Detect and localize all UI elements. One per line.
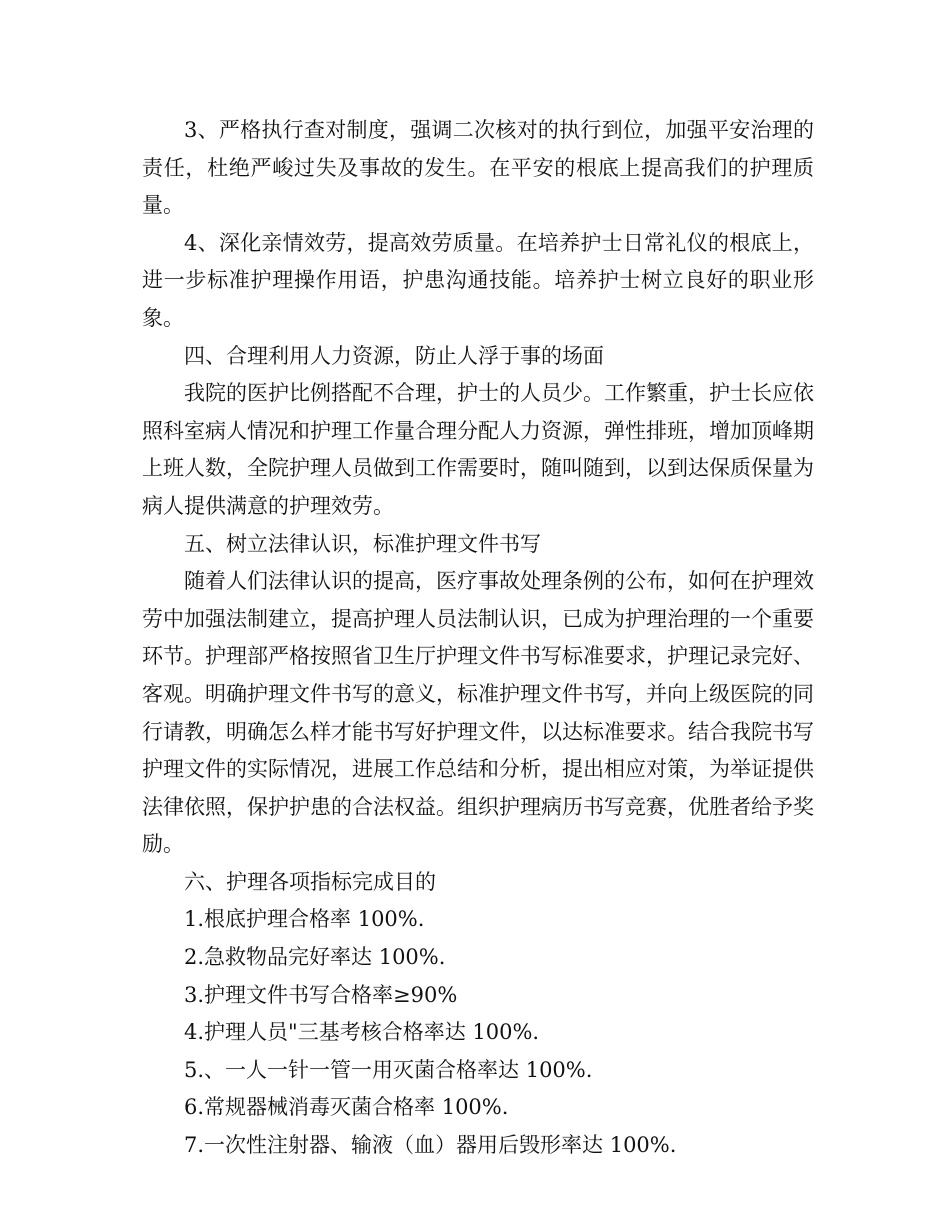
section-5-body: 随着人们法律认识的提高，医疗事故处理条例的公布，如何在护理效劳中加强法制建立，提高护理人员法制认识，已成为护理治理的一个重要环节。护理部严格按照省卫生厅护理文件书写标准要求，护理记录完好、客观。明确护理文件书写的意义，标准护理文件书写，并向上级医院的同行请教，明确怎么样才能书写好护理文件，以达标准要求。结合我院书写护理文件的实际情况，进展工作总结和分析，提出相应对策，为举证提供法律依照，保护护患的合法权益。组织护理病历书写竞赛，优胜者给予奖励。 — [142, 569, 814, 857]
paragraph-item-4: 4、深化亲情效劳，提高效劳质量。在培养护士日常礼仪的根底上，进一步标准护理操作用语，护患沟通技能。培养护士树立良好的职业形象。 — [142, 230, 814, 330]
target-item: 6.常规器械消毒灭菌合格率 100%. — [184, 1095, 509, 1120]
section-6-heading: 六、护理各项指标完成目的 — [184, 869, 436, 894]
target-item: 2.急救物品完好率达 100%. — [184, 945, 446, 970]
section-5-heading: 五、树立法律认识，标准护理文件书写 — [184, 531, 541, 556]
target-item: 5.、一人一针一管一用灭菌合格率达 100%. — [184, 1057, 593, 1082]
target-item: 1.根底护理合格率 100%. — [184, 907, 425, 932]
target-item: 3.护理文件书写合格率≥90% — [184, 982, 458, 1007]
paragraph-item-3: 3、严格执行查对制度，强调二次核对的执行到位，加强平安治理的责任，杜绝严峻过失及事故的发生。在平安的根底上提高我们的护理质量。 — [142, 118, 814, 218]
document-body — [142, 112, 814, 1165]
section-4-body: 我院的医护比例搭配不合理，护士的人员少。工作繁重，护士长应依照科室病人情况和护理工作量合理分配人力资源，弹性排班，增加顶峰期上班人数，全院护理人员做到工作需要时，随叫随到，以到达保质保量为病人提供满意的护理效劳。 — [142, 381, 814, 518]
target-item: 7.一次性注射器、输液（血）器用后毁形率达 100%. — [184, 1133, 677, 1158]
target-item: 4.护理人员"三基考核合格率达 100%. — [184, 1020, 540, 1045]
section-4-heading: 四、合理利用人力资源，防止人浮于事的场面 — [184, 343, 604, 368]
